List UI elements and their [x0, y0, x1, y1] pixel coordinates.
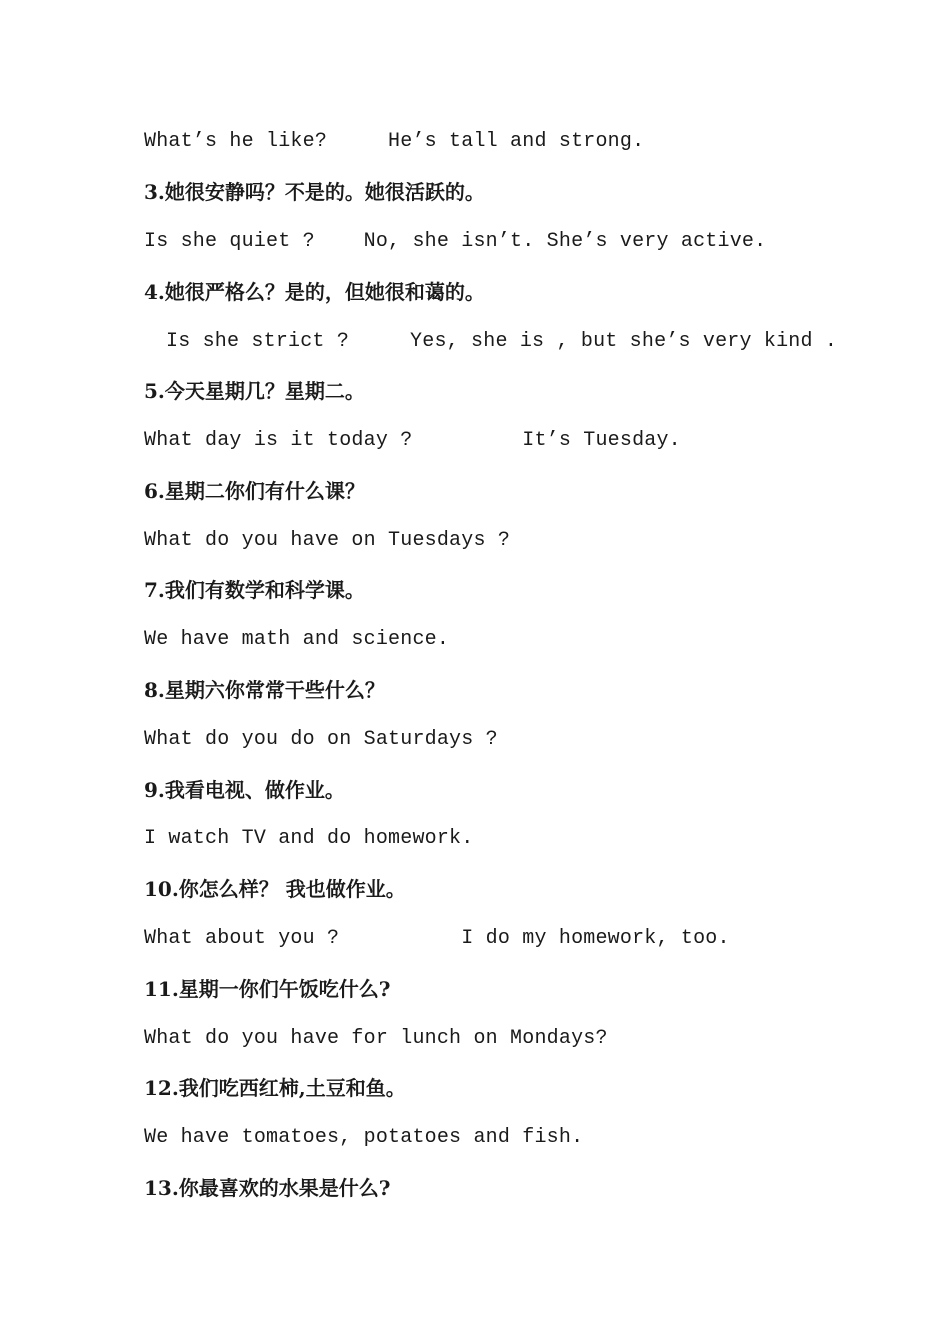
text-line-answer: What about you ? I do my homework, too.	[144, 927, 730, 950]
text-line-answer: I watch TV and do homework.	[144, 827, 474, 850]
text-line-answer: What do you have for lunch on Mondays?	[144, 1027, 608, 1050]
text-line-answer: We have tomatoes, potatoes and fish.	[144, 1126, 584, 1149]
text-line-question: 4.她很严格么？是的，但她很和蔼的。	[144, 280, 485, 304]
text-line-question: 11.星期一你们午饭吃什么?	[144, 977, 391, 1001]
text-line-question: 13.你最喜欢的水果是什么?	[144, 1176, 391, 1200]
text-line-question: 5.今天星期几？星期二。	[144, 379, 365, 403]
text-line-question: 12.我们吃西红柿,土豆和鱼。	[144, 1076, 406, 1100]
text-line-question: 6.星期二你们有什么课？	[144, 479, 365, 503]
text-line-answer: Is she strict ? Yes, she is , but she’s very kind .	[166, 330, 838, 353]
text-line-answer: What do you do on Saturdays ?	[144, 728, 498, 751]
text-line-answer: What do you have on Tuesdays ?	[144, 529, 511, 552]
text-line-question: 9.我看电视、做作业。	[144, 778, 345, 802]
text-line-answer: We have math and science.	[144, 628, 450, 651]
text-line-question: 10.你怎么样？ 我也做作业。	[144, 877, 406, 901]
text-line-answer: Is she quiet ? No, she isn’t. She’s very active.	[144, 230, 767, 253]
text-line-question: 8.星期六你常常干些什么？	[144, 678, 385, 702]
text-line-question: 7.我们有数学和科学课。	[144, 578, 365, 602]
text-line-answer: What day is it today ? It’s Tuesday.	[144, 429, 681, 452]
text-line-answer: What’s he like? He’s tall and strong.	[144, 130, 645, 153]
text-line-question: 3.她很安静吗？不是的。她很活跃的。	[144, 180, 485, 204]
